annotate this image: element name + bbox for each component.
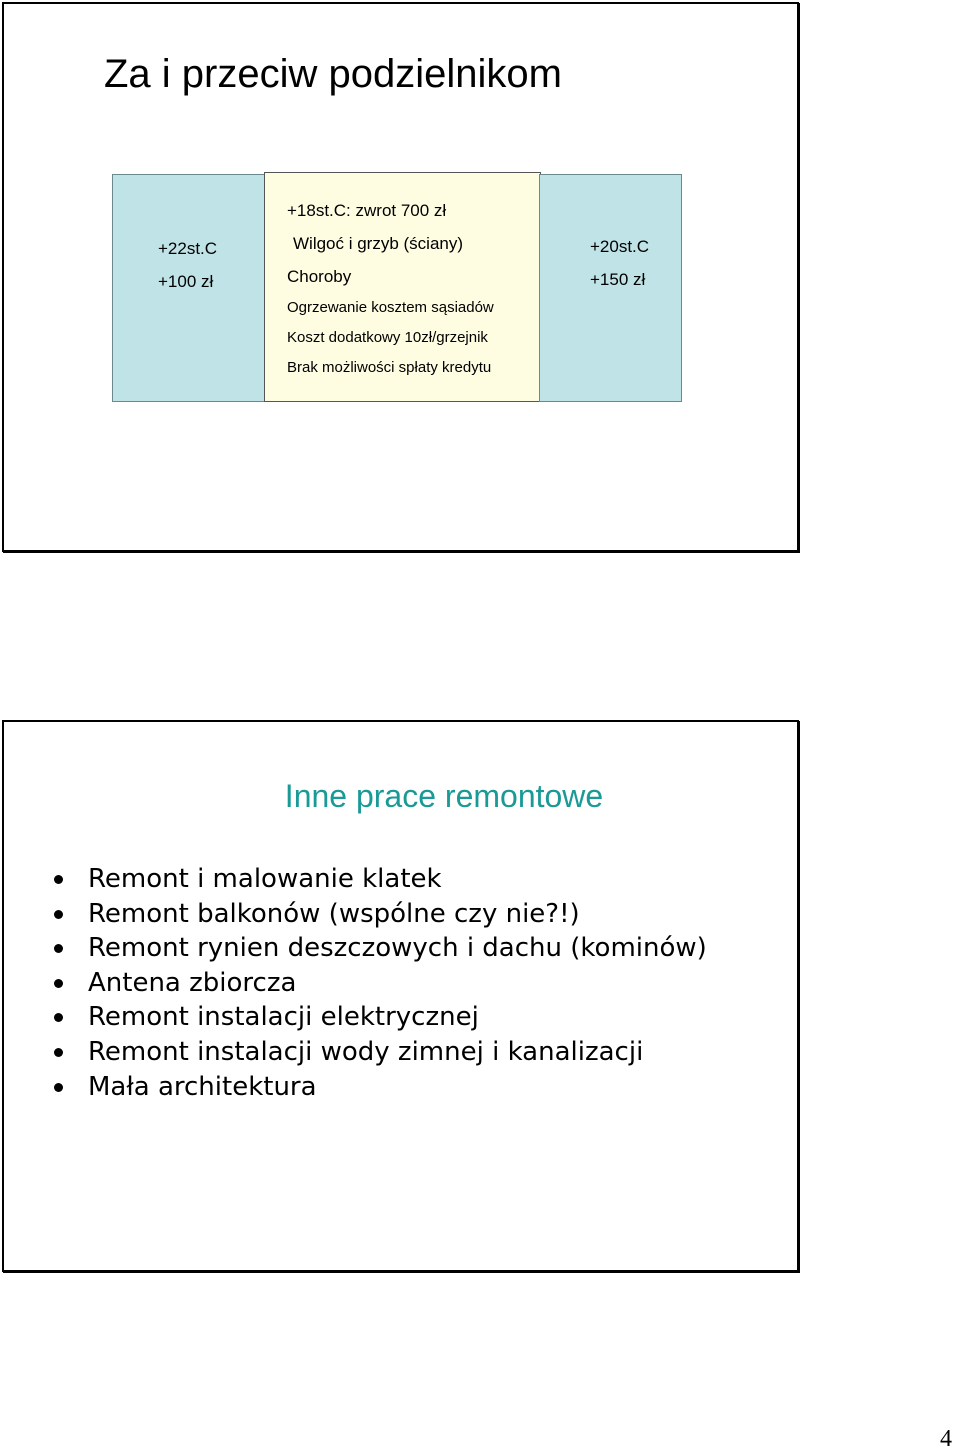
list-item: Remont i malowanie klatek [48,862,707,897]
bullet-icon [54,944,63,953]
right-panel [539,174,682,402]
right-temp: +20st.C [590,237,650,256]
bullet-list [48,862,707,1104]
list-item: Antena zbiorcza [48,966,707,1001]
list-item: Remont instalacji elektrycznej [48,1000,707,1035]
bullet-icon [54,1083,63,1092]
bullet-icon [54,910,63,919]
middle-line-6: Brak możliwości spłaty kredytu [287,359,492,376]
middle-line-2: Wilgoć i grzyb (ściany) [293,234,464,253]
slide-title: Inne prace remontowe [284,778,604,814]
slide-title: Za i przeciw podzielnikom [104,52,562,96]
left-cost: +100 zł [158,272,214,291]
slide-pros-cons [2,2,799,552]
slide-other-repairs [2,720,799,1272]
page-number: 4 [940,1426,952,1452]
list-item: Remont rynien deszczowych i dachu (kominów) [48,931,707,966]
right-cost: +150 zł [590,270,646,289]
left-temp: +22st.C [158,239,218,258]
middle-line-1: +18st.C: zwrot 700 zł [287,201,447,220]
bullet-icon [54,1013,63,1022]
list-item: Remont instalacji wody zimnej i kanalizacji [48,1035,707,1070]
middle-line-5: Koszt dodatkowy 10zł/grzejnik [287,329,488,346]
middle-line-4: Ogrzewanie kosztem sąsiadów [287,299,494,316]
bullet-icon [54,979,63,988]
middle-line-3: Choroby [287,267,352,286]
middle-panel [264,172,541,402]
list-item: Remont balkonów (wspólne czy nie?!) [48,897,707,932]
bullet-icon [54,875,63,884]
bullet-icon [54,1048,63,1057]
list-item: Mała architektura [48,1070,707,1105]
left-panel [112,174,267,402]
